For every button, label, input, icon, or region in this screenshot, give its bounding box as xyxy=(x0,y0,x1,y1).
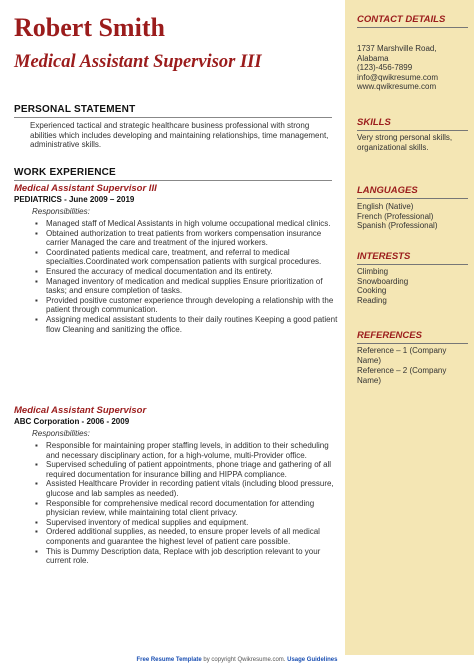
list-item: ▪ Assigning medical assistant students to their daily routines Keeping a good patient flow Cleaning and sanitizing the office. xyxy=(46,315,344,334)
job-company: ABC Corporation - 2006 - 2009 xyxy=(14,417,130,426)
list-item: ▪ Ordered additional supplies, as needed, to ensure proper levels of all medical components and guarantee the highest level of patient care possible. xyxy=(46,527,344,546)
language-item: Spanish (Professional) xyxy=(357,221,438,230)
interest-item: Climbing xyxy=(357,267,389,276)
list-item: ▪ This is Dummy Description data, Replace with job description relevant to your current role. xyxy=(46,547,344,566)
work-experience-heading: WORK EXPERIENCE xyxy=(14,167,116,178)
skills-text: Very strong personal skills, organizational skills. xyxy=(357,133,453,152)
job-responsibilities-list xyxy=(34,441,344,566)
responsibilities-label: Responsibilities: xyxy=(32,207,90,216)
list-item: ▪ Assisted Healthcare Provider in recording patient vitals (including blood pressure, glucose and lab samples as needed). xyxy=(46,479,344,498)
personal-statement-heading: PERSONAL STATEMENT xyxy=(14,104,136,115)
language-item: English (Native) xyxy=(357,202,414,211)
free-resume-template-link[interactable]: Free Resume Template xyxy=(136,657,202,663)
sidebar-divider xyxy=(357,27,468,28)
contact-address-line1: 1737 Marshville Road, xyxy=(357,44,437,53)
interest-item: Reading xyxy=(357,296,387,305)
sidebar-divider xyxy=(357,264,468,265)
references-heading: REFERENCES xyxy=(357,330,422,341)
language-item: French (Professional) xyxy=(357,212,434,221)
contact-phone: (123)-456-7899 xyxy=(357,63,413,72)
interest-item: Snowboarding xyxy=(357,277,409,286)
footer xyxy=(0,656,474,664)
reference-item: Reference – 2 (Company Name) xyxy=(357,366,447,385)
candidate-name: Robert Smith xyxy=(14,13,165,42)
skills-heading: SKILLS xyxy=(357,117,391,128)
interests-heading: INTERESTS xyxy=(357,251,411,262)
sidebar-divider xyxy=(357,198,468,199)
list-item: ▪ Supervised inventory of medical supplies and equipment. xyxy=(46,518,344,528)
contact-website[interactable]: www.qwikresume.com xyxy=(357,82,437,91)
languages-heading: LANGUAGES xyxy=(357,185,418,196)
personal-statement-text: Experienced tactical and strategic healthcare business professional with strong abilities which includes developing and maintaining relationships, time management, administrative skills. xyxy=(30,121,329,150)
responsibilities-label: Responsibilities: xyxy=(32,429,90,438)
job-role: Medical Assistant Supervisor xyxy=(14,405,147,416)
list-item: ▪ Responsible for maintaining proper staffing levels, in addition to their scheduling and necessary disciplinary action, for a high-volume, multi-Provider office. xyxy=(46,441,344,460)
footer-copyright: by copyright Qwikresume.com. xyxy=(203,657,286,663)
sidebar-divider xyxy=(357,130,468,131)
list-item: ▪ Responsible for comprehensive medical record documentation for attending physician review, while maintaining total client privacy. xyxy=(46,499,344,518)
job-responsibilities-list xyxy=(34,219,344,334)
contact-address-line2: Alabama xyxy=(357,54,389,63)
job-company: PEDIATRICS - June 2009 – 2019 xyxy=(14,195,135,204)
contact-email[interactable]: info@qwikresume.com xyxy=(357,73,439,82)
sidebar-divider xyxy=(357,343,468,344)
list-item: ▪ Ensured the accuracy of medical documentation and its entirety. xyxy=(46,267,344,277)
list-item: ▪ Coordinated patients medical care, treatment, and referral to medical specialties.Coordinated work compensation patients with surgical procedures. xyxy=(46,248,344,267)
usage-guidelines-link[interactable]: Usage Guidelines xyxy=(287,657,338,663)
list-item: ▪ Managed inventory of medication and medical supplies Ensure prioritization of tasks; and ensure completion of tasks. xyxy=(46,277,344,296)
list-item: ▪ Provided positive customer experience through developing a relationship with the patient through communication. xyxy=(46,296,344,315)
contact-heading: CONTACT DETAILS xyxy=(357,14,446,25)
job-role: Medical Assistant Supervisor III xyxy=(14,183,157,194)
candidate-title: Medical Assistant Supervisor III xyxy=(14,52,262,72)
section-divider xyxy=(14,180,332,181)
list-item: ▪ Supervised scheduling of patient appointments, phone triage and gathering of all required documentation for insurance billing and HIPPA compliance. xyxy=(46,460,344,479)
sidebar xyxy=(345,0,474,655)
list-item: ▪ Managed staff of Medical Assistants in high volume occupational medical clinics. xyxy=(46,219,344,229)
list-item: ▪ Obtained authorization to treat patients from workers compensation insurance carrier Managed the care and treatment of the injured workers. xyxy=(46,229,344,248)
interest-item: Cooking xyxy=(357,286,387,295)
reference-item: Reference – 1 (Company Name) xyxy=(357,346,447,365)
section-divider xyxy=(14,117,332,118)
